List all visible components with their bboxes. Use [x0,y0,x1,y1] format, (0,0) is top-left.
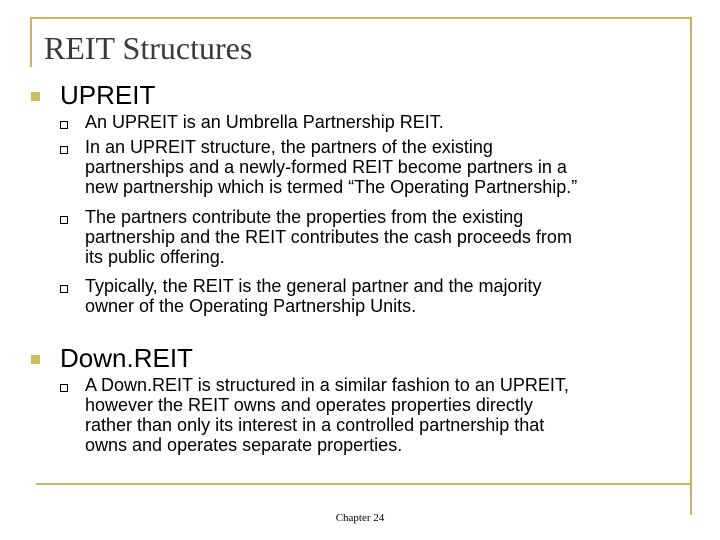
bullet-text: In an UPREIT structure, the partners of the existing partnerships and a newly-formed REIT become partners in a new partnership which is termed “The Operating Partnership.” [85,137,578,197]
hollow-square-bullet-icon [60,146,68,154]
frame-bottom-line [36,483,692,485]
hollow-square-bullet-icon [60,384,68,392]
square-bullet-icon [31,355,40,364]
slide-title: REIT Structures [44,30,253,66]
frame-left-line [30,17,32,67]
section-heading-upreit: UPREIT [60,80,156,110]
footer-chapter: Chapter 24 [335,512,385,524]
section-heading-downreit: Down.REIT [60,343,193,373]
hollow-square-bullet-icon [60,285,68,293]
bullet-text: The partners contribute the properties from the existing partnership and the REIT contributes the cash proceeds from its public offering. [85,207,572,267]
frame-right-line [690,17,692,515]
bullet-text: A Down.REIT is structured in a similar fashion to an UPREIT, however the REIT owns and operates properties directly rather than only its interest in a controlled partnership that owns and operates separate properties. [85,375,569,455]
frame-top-line [30,17,692,19]
hollow-square-bullet-icon [60,121,68,129]
square-bullet-icon [31,92,40,101]
bullet-text: An UPREIT is an Umbrella Partnership REIT. [85,112,444,132]
hollow-square-bullet-icon [60,216,68,224]
bullet-text: Typically, the REIT is the general partner and the majority owner of the Operating Partnership Units. [85,276,542,316]
